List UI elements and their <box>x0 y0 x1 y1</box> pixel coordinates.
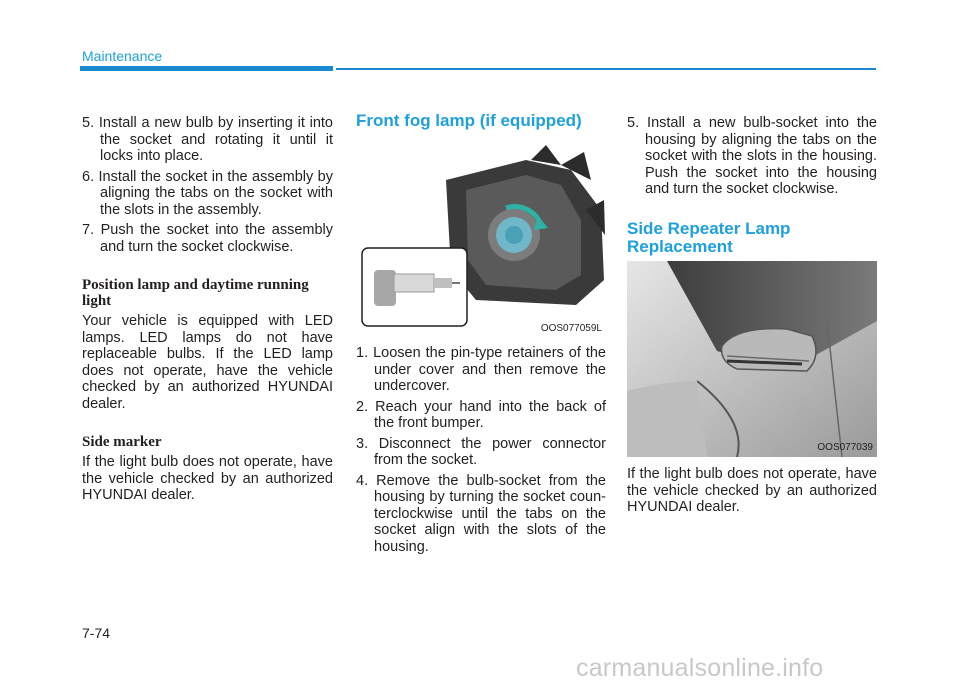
middle-column-heading-wrap <box>356 112 606 130</box>
fog-lamp-figure <box>356 140 606 338</box>
header-rule-light <box>336 68 876 70</box>
step-2-middle: 2. Reach your hand into the back of the front bumper. <box>356 398 606 431</box>
watermark: carmanualsonline.info <box>576 654 824 682</box>
step-7-left: 7. Push the socket into the assembly and turn the socket clockwise. <box>82 222 333 255</box>
side-repeater-figure-label: OOS077039 <box>817 442 873 453</box>
step-5-right: 5. Install a new bulb-socket into the housing by aligning the tabs on the socket with the slots in the housing. Push the socket into the housing and turn the socket clockwise. <box>627 115 877 197</box>
position-lamp-body: Your vehicle is equipped with LED lamps. LED lamps do not have replaceable bulbs. If the LED lamp does not operate, have the vehicle checked by an authorized HYUNDAI dealer. <box>82 313 333 412</box>
left-column <box>82 115 333 504</box>
side-marker-body: If the light bulb does not operate, have the vehicle checked by an authorized HYUNDAI dealer. <box>82 454 333 503</box>
side-repeater-illustration <box>627 261 877 457</box>
fog-lamp-heading: Front fog lamp (if equipped) <box>356 111 582 130</box>
header-rule-dark <box>80 66 333 71</box>
step-4-middle: 4. Remove the bulb-socket from the housing by turning the socket coun-terclockwise until the tabs on the socket align with the slots of the housing. <box>356 472 606 555</box>
step-1-middle: 1. Loosen the pin-type retainers of the under cover and then remove the undercover. <box>356 345 606 394</box>
side-marker-heading: Side marker <box>82 434 162 450</box>
position-lamp-heading: Position lamp and daytime running light <box>82 277 309 309</box>
right-column-top <box>627 115 877 256</box>
side-repeater-heading: Side Repeater Lamp Replacement <box>627 218 791 256</box>
side-repeater-body: If the light bulb does not operate, have the vehicle checked by an authorized HYUNDAI dealer. <box>627 466 877 515</box>
right-column-bottom <box>627 466 877 516</box>
middle-column <box>356 345 606 559</box>
step-5-left: 5. Install a new bulb by inserting it into the socket and rotating it until it locks into place. <box>82 115 333 164</box>
fog-lamp-figure-label: OOS077059L <box>540 323 602 334</box>
page-number: 7-74 <box>82 625 111 641</box>
section-title: Maintenance <box>82 48 163 64</box>
fog-lamp-illustration <box>356 140 606 338</box>
step-6-left: 6. Install the socket in the assembly by aligning the tabs on the socket with the slots in the assembly. <box>82 168 333 218</box>
step-3-middle: 3. Disconnect the power connector from the socket. <box>356 435 606 468</box>
side-repeater-figure <box>627 261 877 457</box>
